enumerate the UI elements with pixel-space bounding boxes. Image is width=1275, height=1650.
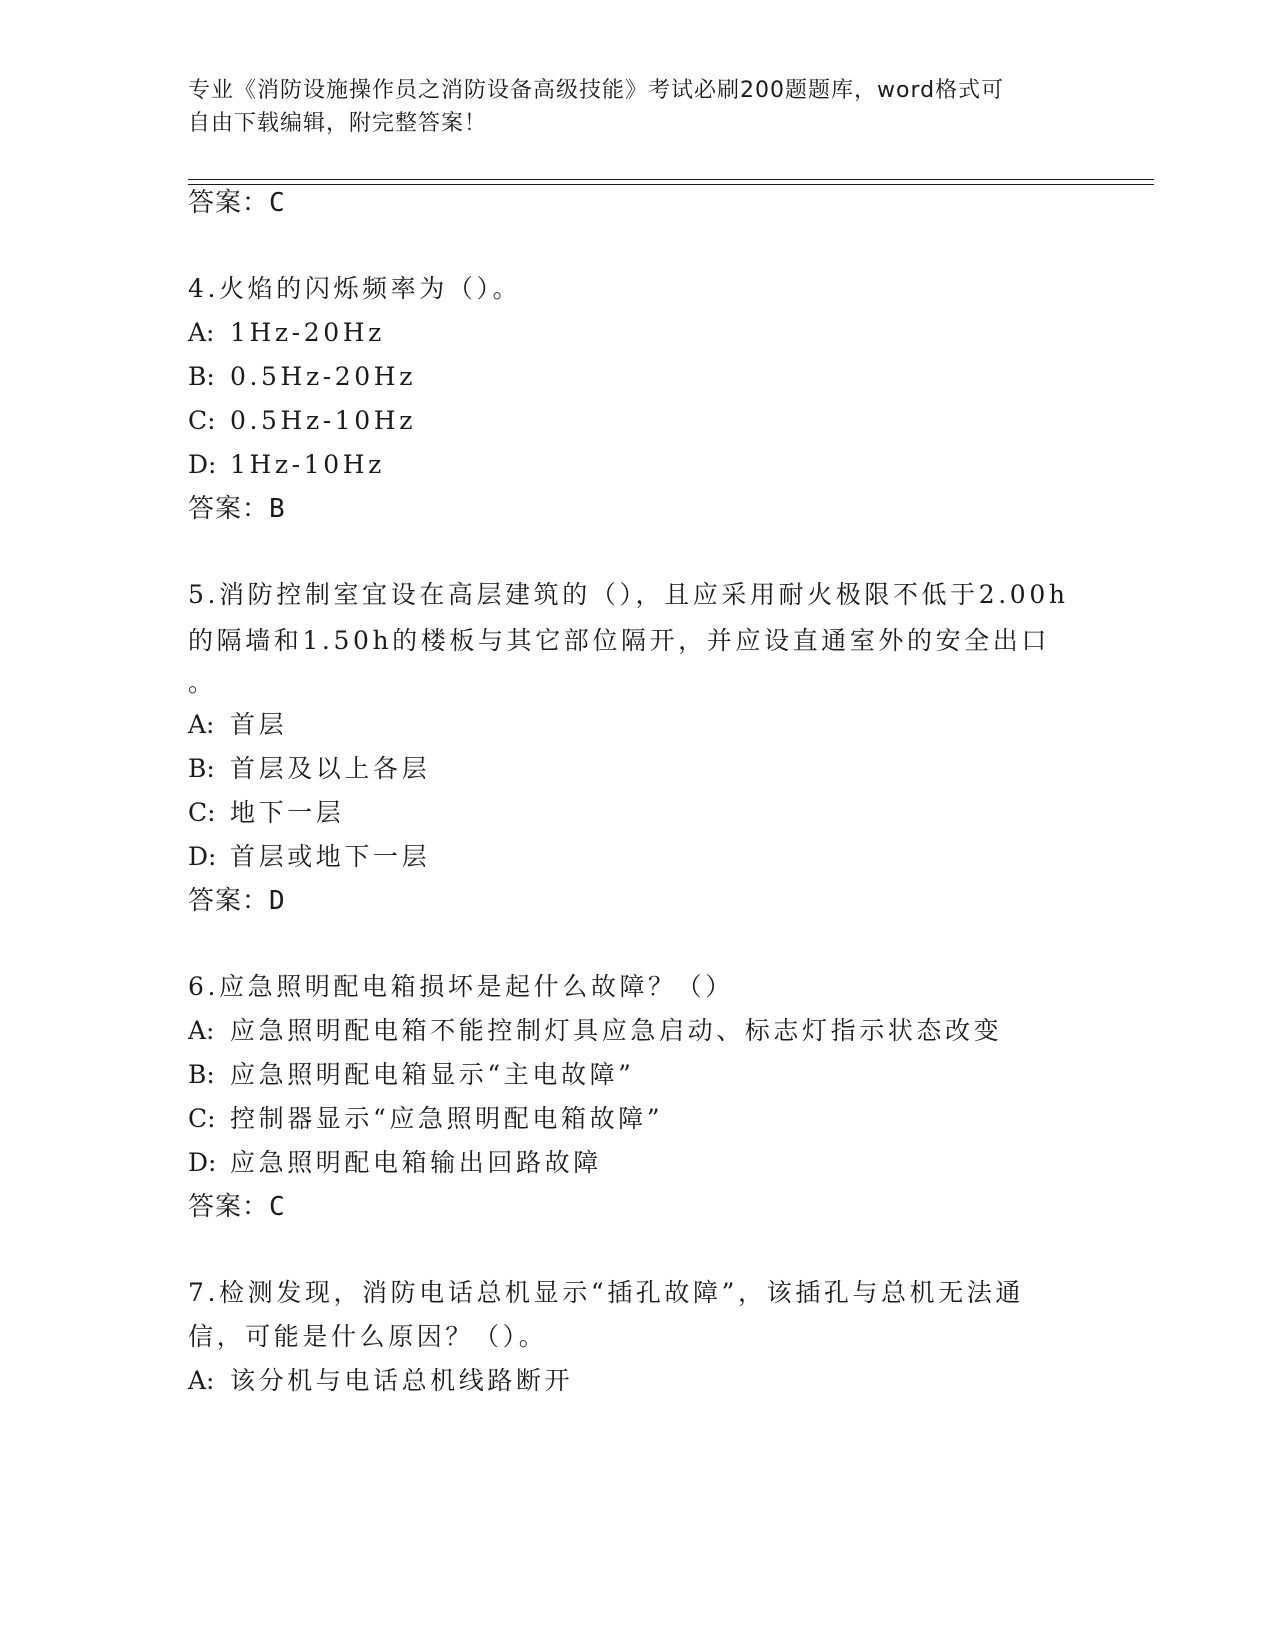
option-letter: A: bbox=[188, 1366, 215, 1395]
answer-value: C bbox=[269, 188, 286, 218]
option-text: 应急照明配电箱不能控制灯具应急启动、标志灯指示状态改变 bbox=[230, 1016, 1003, 1045]
option-text: 0.5Hz-10Hz bbox=[230, 406, 416, 435]
answer-line bbox=[188, 188, 286, 218]
answer-label: 答案： bbox=[188, 494, 270, 524]
option-text: 首层及以上各层 bbox=[230, 754, 431, 783]
option-letter: C: bbox=[188, 406, 216, 435]
option-text: 1Hz-10Hz bbox=[230, 450, 385, 479]
option-text: 应急照明配电箱显示“主电故障” bbox=[230, 1060, 635, 1089]
option-letter: D: bbox=[188, 842, 217, 871]
header-divider bbox=[188, 179, 1154, 185]
page-header bbox=[188, 74, 1088, 140]
question-7-text-line-2: 信，可能是什么原因？（）。 bbox=[188, 1322, 548, 1351]
option-letter: A: bbox=[188, 1016, 215, 1045]
question-5-option-a bbox=[188, 710, 287, 740]
question-6-option-c bbox=[188, 1104, 663, 1134]
question-5-text-line-3: 。 bbox=[188, 668, 217, 697]
header-line-1: 专业《消防设施操作员之消防设备高级技能》考试必刷200题题库，word格式可 bbox=[188, 78, 1005, 103]
option-letter: A: bbox=[188, 710, 215, 739]
option-text: 1Hz-20Hz bbox=[230, 318, 385, 347]
question-7-option-a bbox=[188, 1366, 573, 1396]
question-5-answer bbox=[188, 886, 286, 916]
option-text: 地下一层 bbox=[230, 798, 345, 827]
option-text: 控制器显示“应急照明配电箱故障” bbox=[230, 1104, 664, 1133]
answer-label: 答案： bbox=[188, 886, 270, 916]
header-line-2: 自由下载编辑，附完整答案！ bbox=[188, 111, 488, 136]
question-6-text: 6.应急照明配电箱损坏是起什么故障？（） bbox=[188, 972, 734, 1001]
question-5-option-c bbox=[188, 798, 344, 828]
question-6-option-a bbox=[188, 1016, 1002, 1046]
question-6-option-d bbox=[188, 1148, 602, 1178]
question-4-text: 4.火焰的闪烁频率为（）。 bbox=[188, 274, 522, 303]
option-letter: D: bbox=[188, 450, 217, 479]
option-letter: D: bbox=[188, 1148, 217, 1177]
question-4-answer bbox=[188, 494, 286, 524]
question-5-option-b bbox=[188, 754, 430, 784]
answer-label: 答案： bbox=[188, 1192, 270, 1222]
option-letter: C: bbox=[188, 798, 216, 827]
option-text: 首层或地下一层 bbox=[230, 842, 431, 871]
question-4-option-c bbox=[188, 406, 416, 436]
option-text: 0.5Hz-20Hz bbox=[230, 362, 416, 391]
option-letter: B: bbox=[188, 754, 215, 783]
answer-value: D bbox=[269, 886, 286, 916]
option-letter: B: bbox=[188, 1060, 215, 1089]
option-letter: B: bbox=[188, 362, 215, 391]
question-6-option-b bbox=[188, 1060, 635, 1090]
answer-value: C bbox=[269, 1192, 286, 1222]
question-4-option-b bbox=[188, 362, 416, 392]
question-5-text-line-1: 5.消防控制室宜设在高层建筑的（），且应采用耐火极限不低于2.00h bbox=[188, 580, 1069, 609]
question-6-answer bbox=[188, 1192, 286, 1222]
answer-value: B bbox=[269, 494, 286, 524]
answer-label: 答案： bbox=[188, 188, 270, 218]
question-4-option-a bbox=[188, 318, 385, 348]
question-7-text-line-1: 7.检测发现，消防电话总机显示“插孔故障”，该插孔与总机无法通 bbox=[188, 1278, 1025, 1307]
option-text: 首层 bbox=[230, 710, 288, 739]
option-letter: A: bbox=[188, 318, 215, 347]
question-5-option-d bbox=[188, 842, 430, 872]
option-letter: C: bbox=[188, 1104, 216, 1133]
option-text: 应急照明配电箱输出回路故障 bbox=[230, 1148, 602, 1177]
question-5-text-line-2: 的隔墙和1.50h的楼板与其它部位隔开，并应设直通室外的安全出口 bbox=[188, 626, 1050, 655]
question-4-option-d bbox=[188, 450, 385, 480]
option-text: 该分机与电话总机线路断开 bbox=[230, 1366, 574, 1395]
